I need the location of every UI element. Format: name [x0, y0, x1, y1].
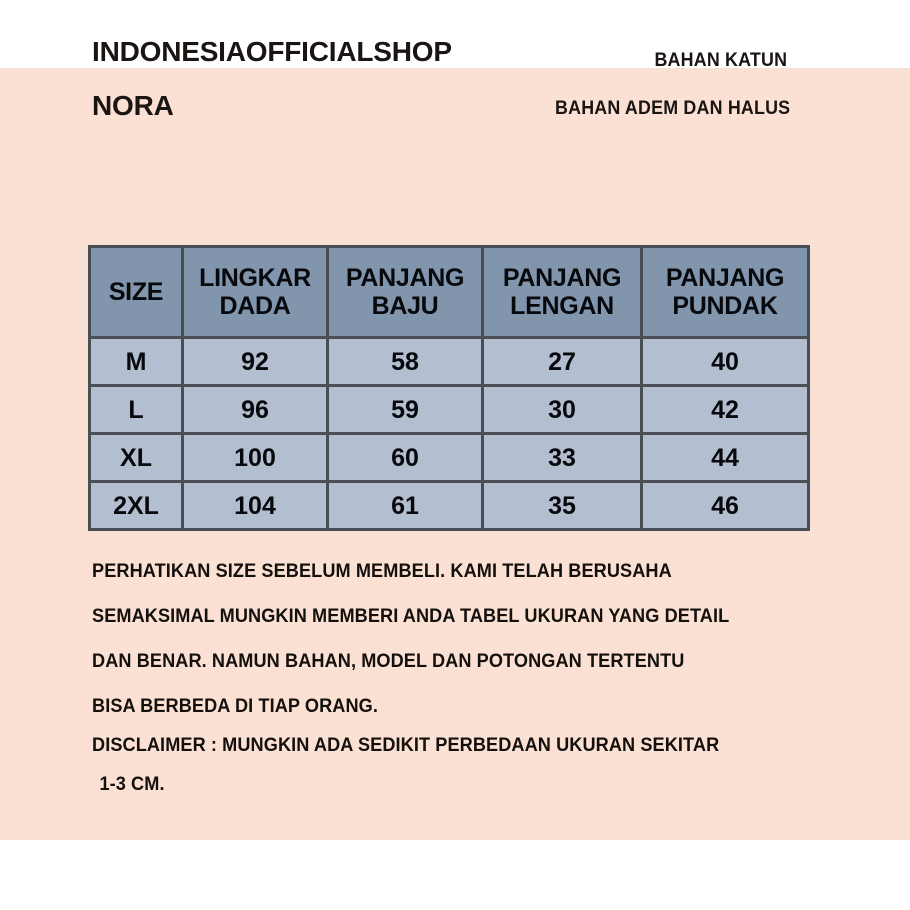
note-line-2: SEMAKSIMAL MUNGKIN MEMBERI ANDA TABEL UKURAN YANG DETAIL [92, 605, 730, 627]
column-header-panjang-lengan-line2: LENGAN [510, 292, 614, 320]
size-table-header-row [90, 247, 809, 338]
cell-lingkar-dada: 100 [183, 434, 328, 482]
column-header-panjang-baju-line2: BAJU [371, 292, 439, 320]
brand-model-name: NORA [92, 90, 174, 121]
column-header-lingkar-dada-line1: LINGKAR [199, 264, 311, 292]
column-header-panjang-baju-line1: PANJANG [345, 264, 465, 292]
column-header-panjang-baju [328, 247, 483, 338]
column-header-panjang-lengan [483, 247, 642, 338]
brand-name: INDONESIAOFFICIALSHOP [92, 36, 452, 67]
cell-lingkar-dada: 104 [183, 482, 328, 530]
column-header-panjang-lengan-line1: PANJANG [502, 264, 622, 292]
cell-panjang-baju: 61 [328, 482, 483, 530]
cell-panjang-pundak: 46 [642, 482, 809, 530]
table-row [90, 338, 809, 386]
table-row [90, 482, 809, 530]
disclaimer-line: DISCLAIMER : MUNGKIN ADA SEDIKIT PERBEDAAN UKURAN SEKITAR [92, 734, 720, 756]
size-table-header [90, 247, 809, 338]
column-header-lingkar-dada [183, 247, 328, 338]
cell-panjang-lengan: 33 [483, 434, 642, 482]
cell-panjang-baju: 58 [328, 338, 483, 386]
cell-panjang-lengan: 35 [483, 482, 642, 530]
cell-panjang-pundak: 44 [642, 434, 809, 482]
cell-panjang-pundak: 42 [642, 386, 809, 434]
note-line-1: PERHATIKAN SIZE SEBELUM MEMBELI. KAMI TELAH BERUSAHA [92, 560, 672, 582]
size-table-body [90, 338, 809, 530]
material-primary-label: BAHAN KATUN [654, 50, 787, 71]
cell-size: L [90, 386, 183, 434]
notes-block [92, 560, 852, 818]
disclaimer-tolerance: 1-3 CM. [99, 773, 165, 795]
cell-size: XL [90, 434, 183, 482]
cell-lingkar-dada: 96 [183, 386, 328, 434]
table-row [90, 386, 809, 434]
cell-panjang-pundak: 40 [642, 338, 809, 386]
column-header-size [90, 247, 183, 338]
cell-panjang-baju: 59 [328, 386, 483, 434]
column-header-lingkar-dada-line2: DADA [219, 292, 291, 320]
note-line-3: DAN BENAR. NAMUN BAHAN, MODEL DAN POTONGAN TERTENTU [92, 650, 685, 672]
cell-size: 2XL [90, 482, 183, 530]
column-header-panjang-pundak-line1: PANJANG [665, 264, 785, 292]
table-row [90, 434, 809, 482]
cell-lingkar-dada: 92 [183, 338, 328, 386]
size-measurement-table [88, 245, 810, 531]
material-secondary-label: BAHAN ADEM DAN HALUS [554, 98, 790, 119]
note-line-4: BISA BERBEDA DI TIAP ORANG. [92, 695, 378, 717]
cell-panjang-lengan: 27 [483, 338, 642, 386]
cell-panjang-lengan: 30 [483, 386, 642, 434]
header-block [0, 36, 910, 176]
cell-panjang-baju: 60 [328, 434, 483, 482]
column-header-panjang-pundak-line2: PUNDAK [672, 292, 778, 320]
column-header-panjang-pundak [642, 247, 809, 338]
cell-size: M [90, 338, 183, 386]
column-header-size-line1: SIZE [108, 278, 164, 306]
